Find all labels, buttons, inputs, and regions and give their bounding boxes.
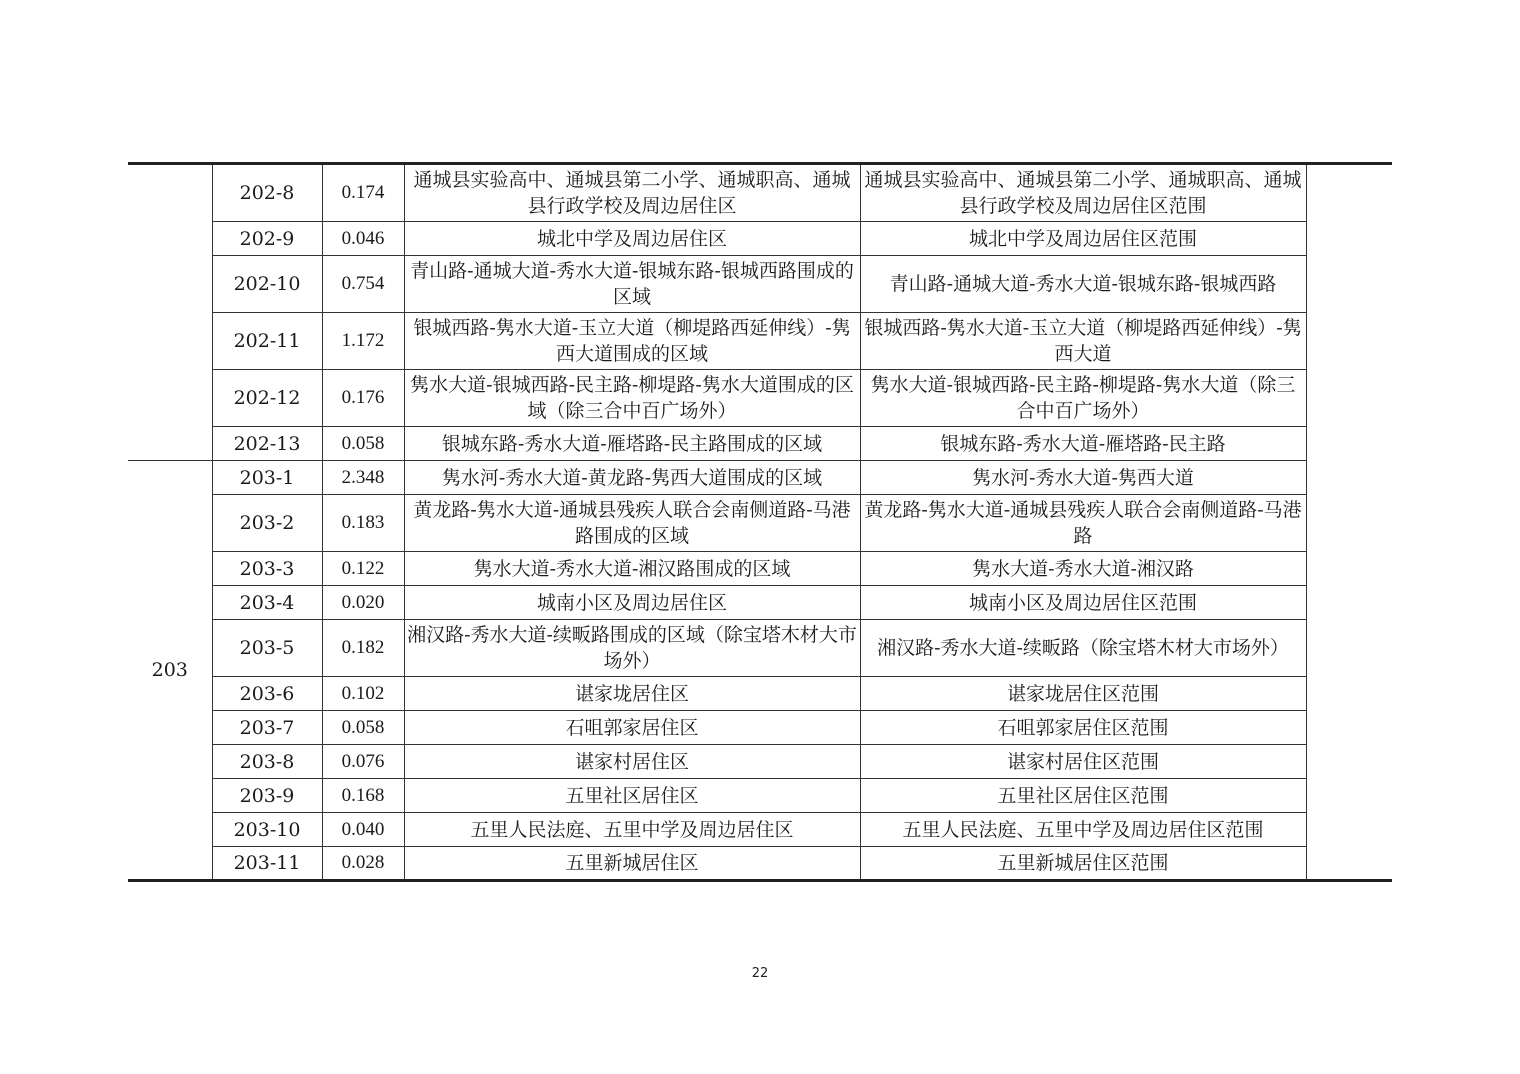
zone-range: 隽水大道-银城西路-民主路-柳堤路-隽水大道（除三合中百广场外） [860, 370, 1306, 427]
table-row [128, 427, 1392, 461]
zone-code: 203-11 [212, 847, 322, 881]
group-cell-prev [128, 164, 212, 461]
zone-area: 0.102 [322, 677, 404, 711]
zone-area: 0.046 [322, 222, 404, 256]
zone-code: 203-8 [212, 745, 322, 779]
zone-area: 0.020 [322, 586, 404, 620]
zone-code: 203-7 [212, 711, 322, 745]
zone-range: 银城东路-秀水大道-雁塔路-民主路 [860, 427, 1306, 461]
table-row [128, 620, 1392, 677]
table-row [128, 552, 1392, 586]
table-row [128, 745, 1392, 779]
zone-scope: 银城西路-隽水大道-玉立大道（柳堤路西延伸线）-隽西大道围成的区域 [404, 313, 860, 370]
zone-scope: 谌家村居住区 [404, 745, 860, 779]
zone-code: 203-9 [212, 779, 322, 813]
zone-area: 0.122 [322, 552, 404, 586]
zone-scope: 隽水大道-秀水大道-湘汉路围成的区域 [404, 552, 860, 586]
zone-area: 0.058 [322, 711, 404, 745]
table-row [128, 813, 1392, 847]
zone-scope: 通城县实验高中、通城县第二小学、通城职高、通城县行政学校及周边居住区 [404, 164, 860, 222]
zone-area: 0.040 [322, 813, 404, 847]
zone-range: 五里人民法庭、五里中学及周边居住区范围 [860, 813, 1306, 847]
zone-code: 203-1 [212, 461, 322, 495]
group-cell-203: 203 [128, 461, 212, 881]
zone-code: 202-11 [212, 313, 322, 370]
table-row [128, 313, 1392, 370]
table-row [128, 495, 1392, 552]
zone-scope: 五里社区居住区 [404, 779, 860, 813]
zone-range: 谌家村居住区范围 [860, 745, 1306, 779]
zone-code: 203-3 [212, 552, 322, 586]
zone-scope: 黄龙路-隽水大道-通城县残疾人联合会南侧道路-马港路围成的区域 [404, 495, 860, 552]
zone-scope: 青山路-通城大道-秀水大道-银城东路-银城西路围成的区域 [404, 256, 860, 313]
zone-scope: 城南小区及周边居住区 [404, 586, 860, 620]
zone-area: 0.028 [322, 847, 404, 881]
table-row [128, 711, 1392, 745]
table-row [128, 847, 1392, 881]
table-row [128, 461, 1392, 495]
zone-scope: 城北中学及周边居住区 [404, 222, 860, 256]
page-number: 22 [751, 966, 769, 981]
zone-range: 青山路-通城大道-秀水大道-银城东路-银城西路 [860, 256, 1306, 313]
table-row [128, 164, 1392, 222]
zone-area: 0.076 [322, 745, 404, 779]
zone-scope: 石咀郭家居住区 [404, 711, 860, 745]
zone-range: 城北中学及周边居住区范围 [860, 222, 1306, 256]
zone-code: 202-13 [212, 427, 322, 461]
zone-area: 0.182 [322, 620, 404, 677]
zone-area: 0.754 [322, 256, 404, 313]
zone-code: 202-10 [212, 256, 322, 313]
zone-code: 203-4 [212, 586, 322, 620]
zone-range: 谌家垅居住区范围 [860, 677, 1306, 711]
zone-scope: 五里新城居住区 [404, 847, 860, 881]
zone-code: 203-5 [212, 620, 322, 677]
zone-scope: 谌家垅居住区 [404, 677, 860, 711]
table-row [128, 256, 1392, 313]
zone-area: 0.168 [322, 779, 404, 813]
table-row [128, 779, 1392, 813]
zone-scope: 隽水河-秀水大道-黄龙路-隽西大道围成的区域 [404, 461, 860, 495]
table-row [128, 586, 1392, 620]
note-cell [1306, 164, 1392, 881]
table-row [128, 222, 1392, 256]
zone-range: 湘汉路-秀水大道-续畈路（除宝塔木材大市场外） [860, 620, 1306, 677]
zone-scope: 五里人民法庭、五里中学及周边居住区 [404, 813, 860, 847]
zone-code: 203-2 [212, 495, 322, 552]
zone-range: 五里社区居住区范围 [860, 779, 1306, 813]
zone-scope: 银城东路-秀水大道-雁塔路-民主路围成的区域 [404, 427, 860, 461]
zone-range: 隽水大道-秀水大道-湘汉路 [860, 552, 1306, 586]
table-row [128, 677, 1392, 711]
zone-area: 1.172 [322, 313, 404, 370]
zone-area: 0.183 [322, 495, 404, 552]
zone-range: 石咀郭家居住区范围 [860, 711, 1306, 745]
zone-range: 黄龙路-隽水大道-通城县残疾人联合会南侧道路-马港路 [860, 495, 1306, 552]
zone-range: 五里新城居住区范围 [860, 847, 1306, 881]
zone-code: 203-6 [212, 677, 322, 711]
zones-table [128, 162, 1392, 882]
table-row [128, 370, 1392, 427]
zone-range: 城南小区及周边居住区范围 [860, 586, 1306, 620]
zone-code: 203-10 [212, 813, 322, 847]
zone-area: 0.058 [322, 427, 404, 461]
zone-range: 通城县实验高中、通城县第二小学、通城职高、通城县行政学校及周边居住区范围 [860, 164, 1306, 222]
zone-code: 202-12 [212, 370, 322, 427]
zone-range: 隽水河-秀水大道-隽西大道 [860, 461, 1306, 495]
zone-scope: 隽水大道-银城西路-民主路-柳堤路-隽水大道围成的区域（除三合中百广场外） [404, 370, 860, 427]
zone-area: 2.348 [322, 461, 404, 495]
zone-range: 银城西路-隽水大道-玉立大道（柳堤路西延伸线）-隽西大道 [860, 313, 1306, 370]
zone-code: 202-9 [212, 222, 322, 256]
zone-scope: 湘汉路-秀水大道-续畈路围成的区域（除宝塔木材大市场外） [404, 620, 860, 677]
zone-area: 0.176 [322, 370, 404, 427]
zone-area: 0.174 [322, 164, 404, 222]
zone-code: 202-8 [212, 164, 322, 222]
